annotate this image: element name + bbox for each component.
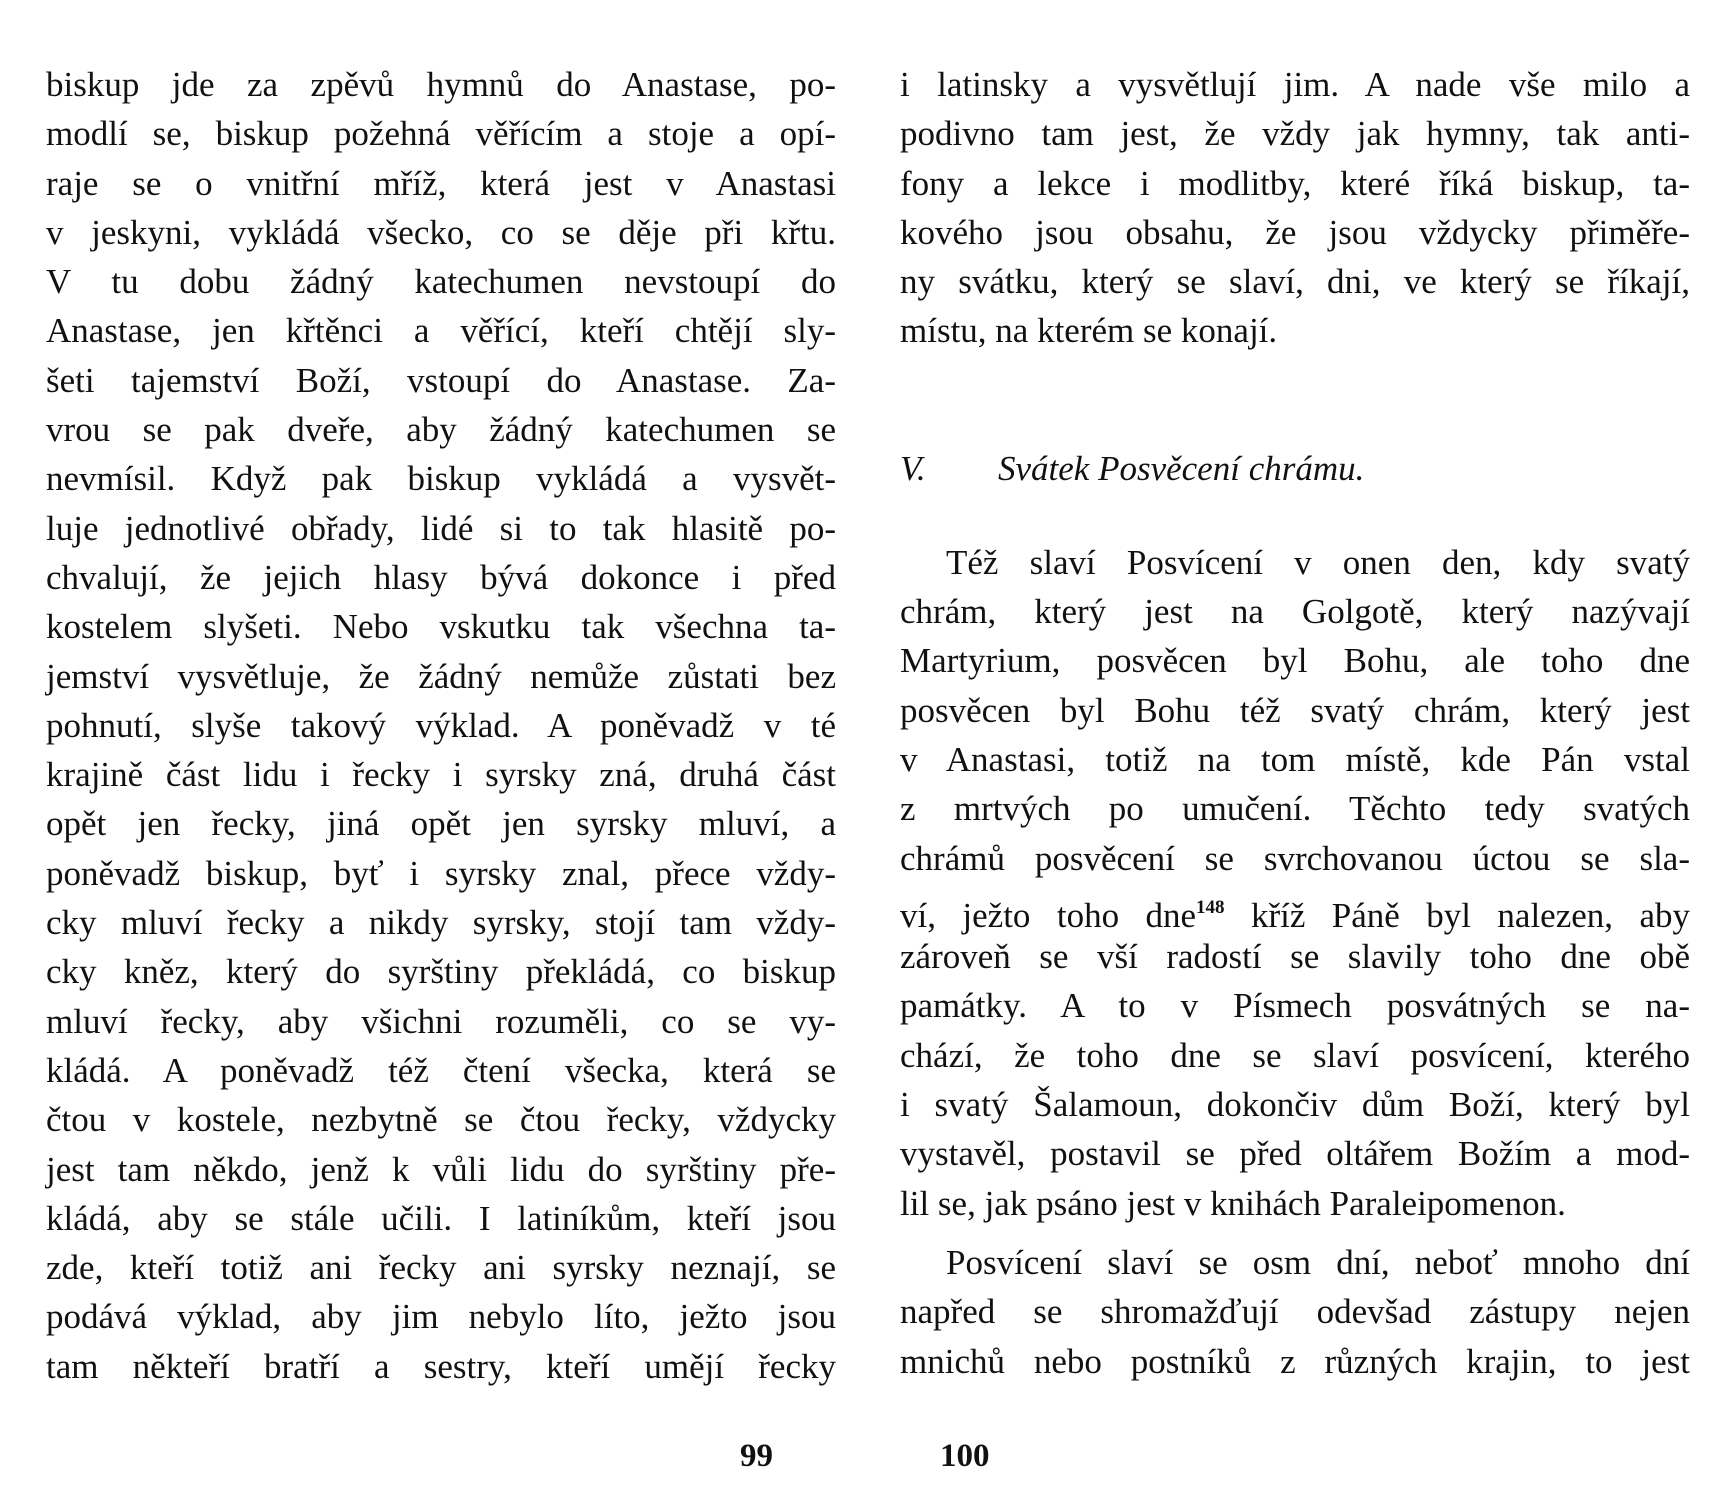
text-line: mluví řecky, aby všichni rozuměli, co se vy- bbox=[46, 1001, 836, 1041]
text-line: i svatý Šalamoun, dokončiv dům Boží, který byl bbox=[900, 1085, 1690, 1125]
text-line: krajině část lidu i řecky i syrsky zná, druhá část bbox=[46, 755, 836, 795]
text-line: mnichů nebo postníků z různých krajin, to jest bbox=[900, 1341, 1690, 1381]
text-line: chází, že toho dne se slaví posvícení, kterého bbox=[900, 1035, 1690, 1075]
text-line: V tu dobu žádný katechumen nevstoupí do bbox=[46, 262, 836, 302]
section-title: Svátek Posvěcení chrámu. bbox=[998, 448, 1365, 488]
text-line: nevmísil. Když pak biskup vykládá a vysvět- bbox=[46, 459, 836, 499]
note-line-after: kříž Páně byl nalezen, aby bbox=[1224, 895, 1690, 935]
text-line: chrám, který jest na Golgotě, který nazývají bbox=[900, 592, 1690, 632]
text-line: v Anastasi, totiž na tom místě, kde Pán vstal bbox=[900, 739, 1690, 779]
text-line: podivno tam jest, že vždy jak hymny, tak anti- bbox=[900, 114, 1690, 154]
text-line: zde, kteří totiž ani řecky ani syrsky neznají, se bbox=[46, 1248, 836, 1288]
text-line: modlí se, biskup požehná věřícím a stoje a opí- bbox=[46, 114, 836, 154]
paragraph-spacer bbox=[900, 1228, 1690, 1238]
text-line: Posvícení slaví se osm dní, neboť mnoho dní bbox=[946, 1242, 1690, 1282]
text-line: vystavěl, postavil se před oltářem Božím a mod- bbox=[900, 1134, 1690, 1174]
text-line: cky mluví řecky a nikdy syrsky, stojí tam vždy- bbox=[46, 903, 836, 943]
text-line: biskup jde za zpěvů hymnů do Anastase, po- bbox=[46, 65, 836, 104]
page-number-right: 100 bbox=[940, 1438, 990, 1474]
left-page-text bbox=[46, 60, 836, 1391]
text-line: čtou v kostele, nezbytně se čtou řecky, vždycky bbox=[46, 1100, 836, 1140]
text-line: luje jednotlivé obřady, lidé si to tak hlasitě po- bbox=[46, 508, 836, 548]
page-number-left: 99 bbox=[740, 1438, 773, 1474]
text-line: vrou se pak dveře, aby žádný katechumen se bbox=[46, 410, 836, 450]
text-line: Též slaví Posvícení v onen den, kdy svatý bbox=[946, 542, 1690, 582]
text-line: Anastase, jen křtěnci a věřící, kteří chtějí sly- bbox=[46, 311, 836, 351]
text-line: lil se, jak psáno jest v knihách Paraleipomenon. bbox=[900, 1183, 1566, 1223]
text-line: podává výklad, aby jim nebylo líto, ježto jsou bbox=[46, 1297, 836, 1337]
text-line: z mrtvých po umučení. Těchto tedy svatých bbox=[900, 789, 1690, 829]
text-line: pohnutí, slyše takový výklad. A poněvadž v té bbox=[46, 705, 836, 745]
text-line: šeti tajemství Boží, vstoupí do Anastase. Za- bbox=[46, 360, 836, 400]
text-line: posvěcen byl Bohu též svatý chrám, který jest bbox=[900, 690, 1690, 730]
section-spacer bbox=[900, 356, 1690, 436]
left-page bbox=[46, 60, 836, 1391]
right-page-intro bbox=[900, 60, 1690, 356]
paragraph-1 bbox=[900, 538, 1690, 1228]
text-line: místu, na kterém se konají. bbox=[900, 311, 1278, 351]
right-page bbox=[900, 60, 1690, 1386]
section-heading bbox=[900, 436, 1690, 502]
text-line: kostelem slyšeti. Nebo vskutku tak všechna ta- bbox=[46, 607, 836, 647]
text-line: kládá. A poněvadž též čtení všecka, která se bbox=[46, 1050, 836, 1090]
text-line: tam někteří bratří a sestry, kteří umějí řecky bbox=[46, 1346, 836, 1386]
text-line-with-footnote bbox=[900, 883, 1690, 935]
text-line: cky kněz, který do syrštiny překládá, co biskup bbox=[46, 952, 836, 992]
text-line: ny svátku, který se slaví, dni, ve který se říkají, bbox=[900, 262, 1690, 302]
text-line: zároveň se vší radostí se slavily toho dne obě bbox=[900, 937, 1690, 977]
text-line: kládá, aby se stále učili. I latiníkům, kteří jsou bbox=[46, 1198, 836, 1238]
heading-spacer bbox=[900, 502, 1690, 538]
note-line-before: ví, ježto toho dne bbox=[900, 895, 1197, 935]
text-line: Martyrium, posvěcen byl Bohu, ale toho dne bbox=[900, 641, 1690, 681]
text-line: i latinsky a vysvětlují jim. A nade vše milo a bbox=[900, 65, 1690, 104]
section-number: V. bbox=[900, 448, 926, 488]
text-line: raje se o vnitřní mříž, která jest v Anastasi bbox=[46, 163, 836, 203]
text-line: opět jen řecky, jiná opět jen syrsky mluví, a bbox=[46, 804, 836, 844]
text-line: jest tam někdo, jenž k vůli lidu do syrštiny pře- bbox=[46, 1149, 836, 1189]
text-line: památky. A to v Písmech posvátných se na- bbox=[900, 986, 1690, 1026]
text-line: v jeskyni, vykládá všecko, co se děje při křtu. bbox=[46, 212, 836, 252]
text-line: napřed se shromažďují odevšad zástupy nejen bbox=[900, 1292, 1690, 1332]
text-line: jemství vysvětluje, že žádný nemůže zůstati bez bbox=[46, 656, 836, 696]
text-line: chrámů posvěcení se svrchovanou úctou se sla- bbox=[900, 838, 1690, 878]
text-line: poněvadž biskup, byť i syrsky znal, přece vždy- bbox=[46, 853, 836, 893]
text-line: kového jsou obsahu, že jsou vždycky přiměře- bbox=[900, 212, 1690, 252]
text-line: chvalují, že jejich hlasy bývá dokonce i před bbox=[46, 557, 836, 597]
footnote-marker: 148 bbox=[1196, 896, 1225, 918]
text-line: fony a lekce i modlitby, které říká biskup, ta- bbox=[900, 163, 1690, 203]
paragraph-2 bbox=[900, 1238, 1690, 1386]
